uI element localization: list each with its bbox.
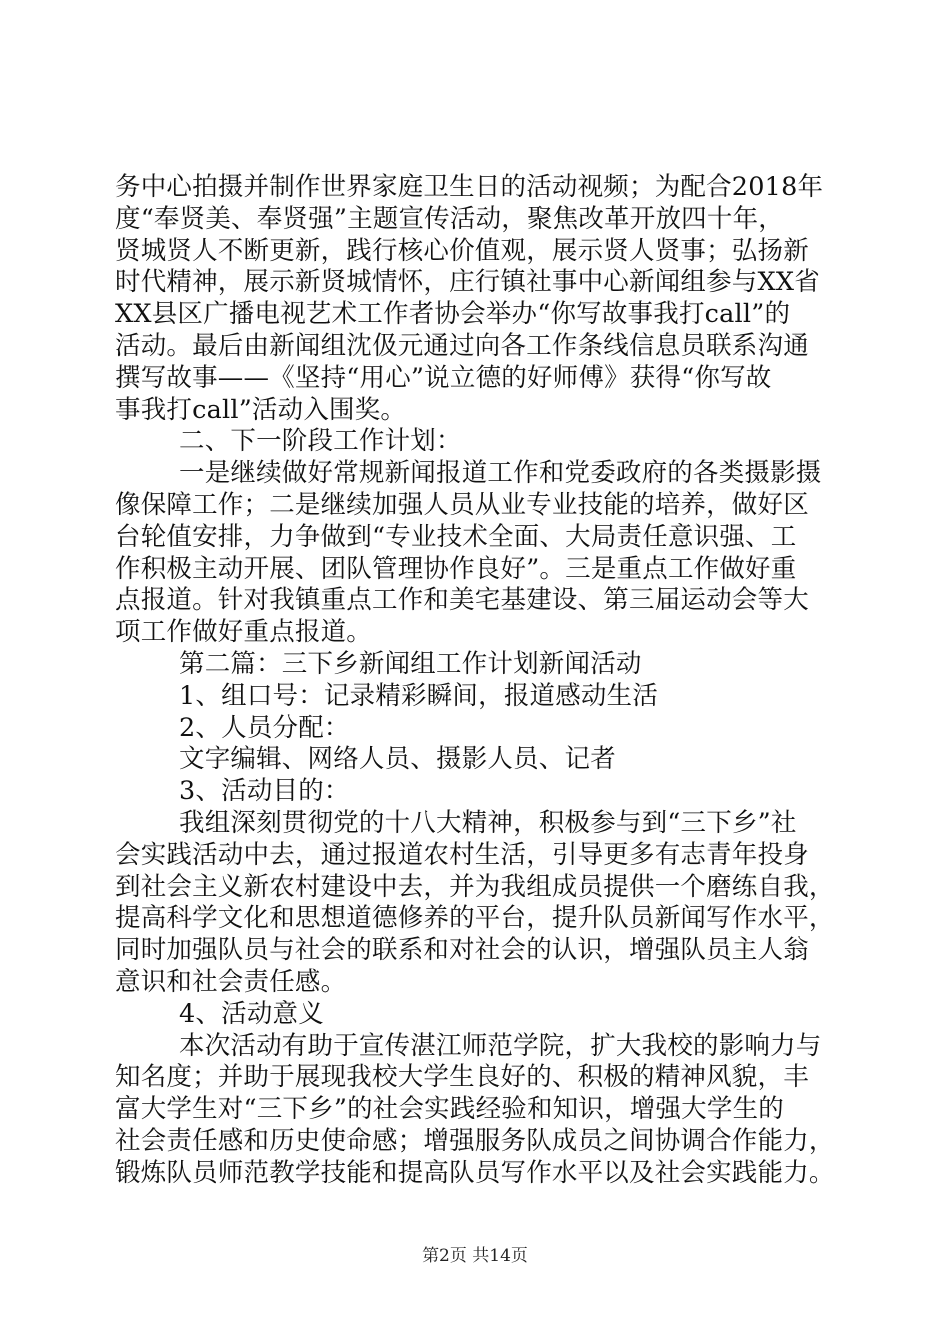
list-item: 1、组口号：记录精彩瞬间，报道感动生活	[179, 680, 659, 711]
text-line: 到社会主义新农村建设中去，并为我组成员提供一个磨练自我，	[115, 871, 835, 902]
text-line: 文字编辑、网络人员、摄影人员、记者	[179, 744, 616, 775]
text-line: 贤城贤人不断更新，践行核心价值观，展示贤人贤事；弘扬新	[115, 235, 809, 266]
text-line: 台轮值安排，力争做到“专业技术全面、大局责任意识强、工	[115, 521, 797, 552]
text-line: 务中心拍摄并制作世界家庭卫生日的活动视频；为配合2018年	[115, 172, 824, 202]
text-line: 锻炼队员师范教学技能和提高队员写作水平以及社会实践能力。	[115, 1157, 835, 1188]
text-line: 意识和社会责任感。	[115, 966, 347, 997]
text-line: 度“奉贤美、奉贤强”主题宣传活动，聚焦改革开放四十年，	[115, 203, 784, 234]
text-line: 我组深刻贯彻党的十八大精神，积极参与到“三下乡”社	[179, 807, 797, 838]
text-line: 事我打call”活动入围奖。	[115, 394, 407, 425]
page-number-footer: 第2页 共14页	[422, 1246, 528, 1266]
text-line: 像保障工作；二是继续加强人员从业专业技能的培养，做好区	[115, 489, 809, 520]
list-item: 2、人员分配：	[179, 712, 350, 743]
list-item: 4、活动意义	[179, 998, 324, 1029]
document-body	[115, 172, 835, 1190]
text-line: 活动。最后由新闻组沈伋元通过向各工作条线信息员联系沟通	[115, 330, 809, 361]
text-line: 同时加强队员与社会的联系和对社会的认识，增强队员主人翁	[115, 935, 809, 966]
text-line: 作积极主动开展、团队管理协作良好”。三是重点工作做好重	[115, 553, 797, 584]
text-line: 社会责任感和历史使命感；增强服务队成员之间协调合作能力，	[115, 1125, 835, 1156]
text-line: XX县区广播电视艺术工作者协会举办“你写故事我打call”的	[115, 299, 791, 330]
text-line: 富大学生对“三下乡”的社会实践经验和知识，增强大学生的	[115, 1094, 784, 1125]
text-line: 一是继续做好常规新闻报道工作和党委政府的各类摄影摄	[179, 458, 822, 489]
text-line: 项工作做好重点报道。	[115, 617, 373, 648]
chapter-heading: 第二篇：三下乡新闻组工作计划新闻活动	[179, 648, 642, 679]
text-line: 撰写故事——《坚持“用心”说立德的好师傅》获得“你写故	[115, 362, 772, 393]
text-line: 会实践活动中去，通过报道农村生活，引导更多有志青年投身	[115, 839, 809, 870]
text-line: 时代精神，展示新贤城情怀，庄行镇社事中心新闻组参与XX省	[115, 267, 820, 298]
section-heading: 二、下一阶段工作计划：	[179, 426, 462, 457]
list-item: 3、活动目的：	[179, 776, 350, 807]
text-line: 点报道。针对我镇重点工作和美宅基建设、第三届运动会等大	[115, 585, 809, 616]
text-line: 提高科学文化和思想道德修养的平台，提升队员新闻写作水平，	[115, 903, 835, 934]
text-line: 知名度；并助于展现我校大学生良好的、积极的精神风貌，丰	[115, 1062, 809, 1093]
text-line: 本次活动有助于宣传湛江师范学院，扩大我校的影响力与	[179, 1030, 822, 1061]
